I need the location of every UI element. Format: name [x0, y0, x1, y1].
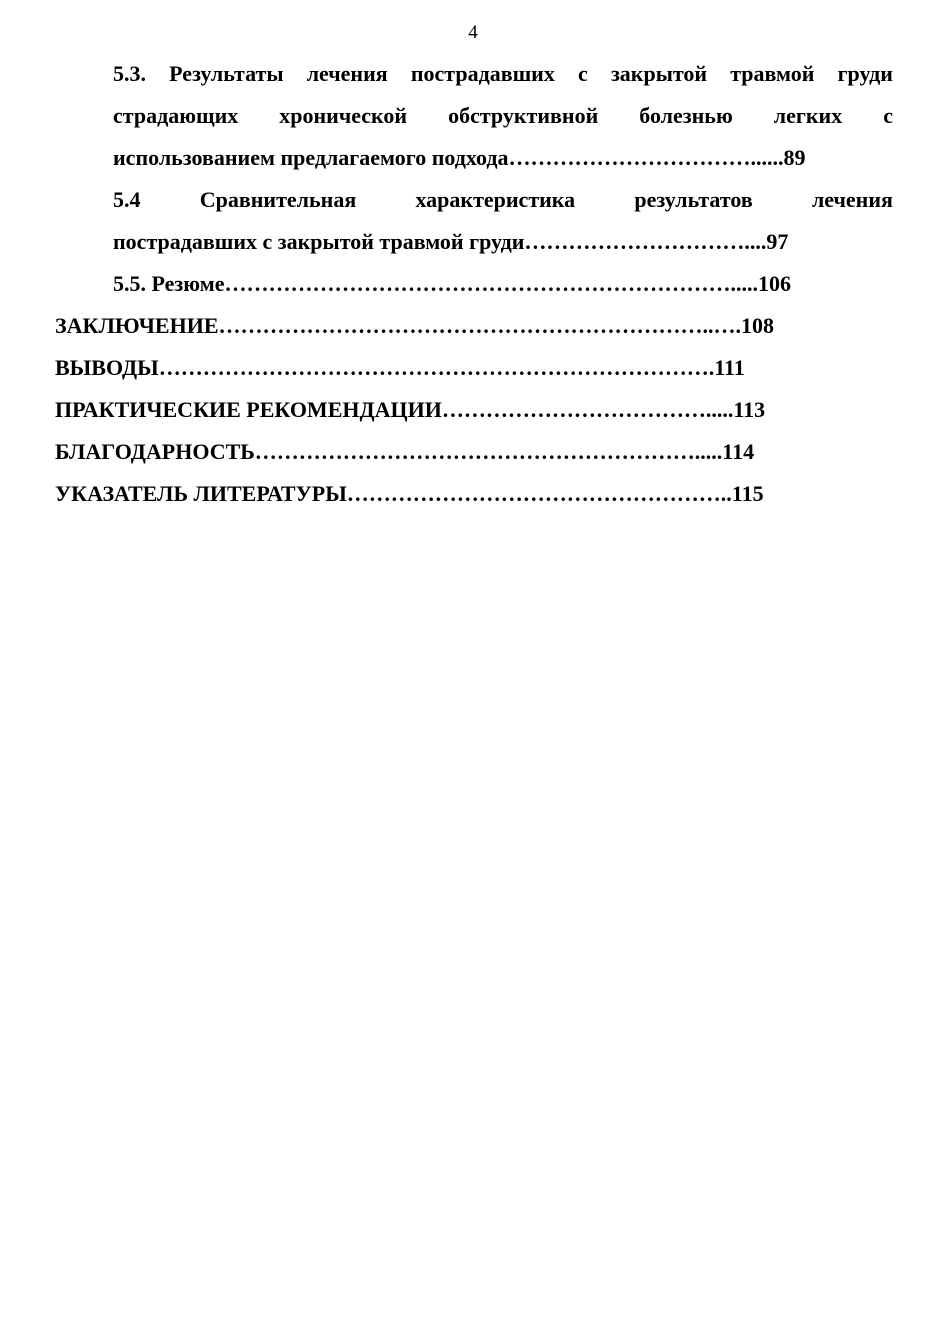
- word: с: [883, 103, 893, 128]
- toc-conclusion: ЗАКЛЮЧЕНИЕ…………………………………………………………..….108: [55, 313, 774, 338]
- word: лечения: [306, 61, 388, 86]
- word: хронической: [279, 103, 408, 128]
- word: обструктивной: [448, 103, 599, 128]
- page-number: 4: [468, 22, 478, 43]
- word: легких: [773, 103, 843, 128]
- word: страдающих: [113, 103, 239, 128]
- word: Сравнительная: [199, 187, 357, 212]
- toc-findings: ВЫВОДЫ………………………………………………………………….111: [55, 355, 745, 380]
- toc-references: УКАЗАТЕЛЬ ЛИТЕРАТУРЫ……………………………………………..115: [55, 481, 764, 506]
- word: с: [578, 61, 588, 86]
- word: лечения: [811, 187, 893, 212]
- word: 5.4: [113, 187, 141, 212]
- toc-item-5-5: 5.5. Резюме…………………………………………………………….....106: [113, 271, 792, 296]
- word: груди: [837, 61, 893, 86]
- toc-item-5-4-line-1: [113, 187, 893, 213]
- toc-acknowledgements: БЛАГОДАРНОСТЬ…………………………………………………….....114: [55, 439, 755, 464]
- word: результатов: [634, 187, 753, 212]
- word: травмой: [730, 61, 815, 86]
- word: болезнью: [639, 103, 733, 128]
- toc-item-5-3-line-3: использованием предлагаемого подхода……………………………......89: [113, 145, 806, 170]
- word: 5.3.: [113, 61, 146, 86]
- toc-recommendations: ПРАКТИЧЕСКИЕ РЕКОМЕНДАЦИИ……………………………….....113: [55, 397, 766, 422]
- word: характеристика: [415, 187, 576, 212]
- word: закрытой: [610, 61, 708, 86]
- toc-item-5-3-line-1: [113, 61, 893, 87]
- toc-item-5-3-line-2: [113, 103, 893, 129]
- word: Результаты: [169, 61, 284, 86]
- toc-item-5-4-line-2: пострадавших с закрытой травмой груди…………………………....97: [113, 229, 789, 254]
- word: пострадавших: [410, 61, 555, 86]
